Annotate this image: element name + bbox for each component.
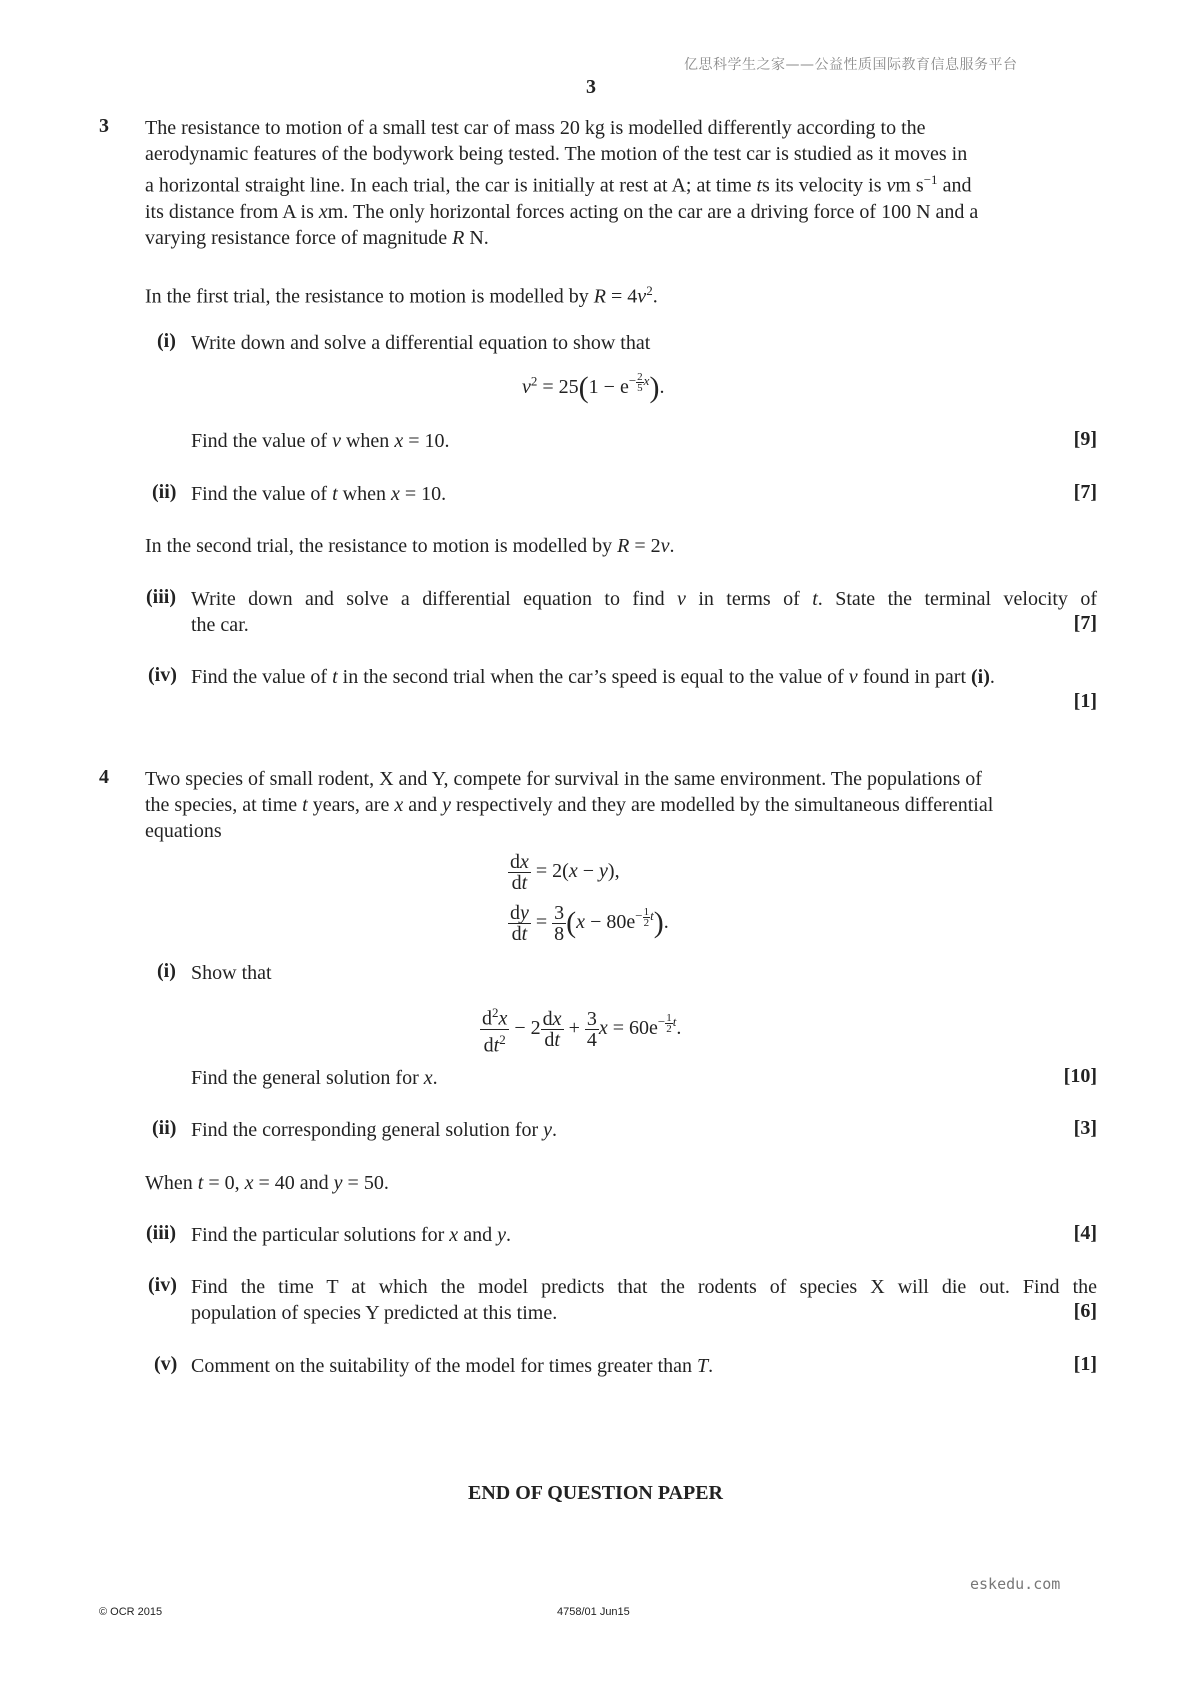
q4-part-iv-text	[191, 1274, 1097, 1326]
q4-equation-dxdt: $\frac{dx}{dt}$ = 2(x − y),	[510, 851, 620, 894]
question-3-intro	[145, 115, 1097, 251]
q3-part-iii-line-2: the car.	[191, 614, 249, 636]
q4-part-ii-marks: [3]	[1073, 1117, 1097, 1139]
q4-part-v-marks: [1]	[1073, 1353, 1097, 1375]
q3-part-i-label: (i)	[157, 330, 176, 352]
q4-part-i-marks: [10]	[1063, 1065, 1097, 1087]
page-number: 3	[586, 76, 596, 98]
q3-second-trial: In the second trial, the resistance to motion is modelled by R = 2v.	[145, 535, 675, 557]
q3-first-trial: In the first trial, the resistance to motion is modelled by $R = 4v^2$.	[145, 283, 658, 308]
q4-part-iii-marks: [4]	[1073, 1222, 1097, 1244]
q4-equation-dydt: $\frac{dy}{dt}$ = $\frac{3}{8}$ $(x - 80e^{- \frac{1}{2} t})$.	[510, 902, 669, 945]
question-4-intro	[145, 766, 1097, 844]
q4-intro-line-2: the species, at time t years, are x and y respectively and they are modelled by the simultaneous differential	[145, 794, 994, 816]
q3-part-ii-marks: [7]	[1073, 481, 1097, 503]
q4-part-iii-find-text: Find the particular solutions for	[191, 1224, 445, 1246]
q3-part-i-text: Write down and solve a differential equation to show that	[191, 332, 651, 354]
q4-intro-line-1: Two species of small rodent, X and Y, compete for survival in the same environment. The populations of	[145, 768, 982, 790]
q3-first-trial-text: In the first trial, the resistance to motion is modelled by	[145, 285, 589, 308]
q3-equation-v-squared: $v^2 = 25(1 - e^{- \frac{2}{5} x})$.	[522, 371, 665, 405]
q4-part-ii-find-text: Find the corresponding general solution for	[191, 1119, 539, 1141]
q3-part-iii-line-1: Write down and solve a differential equation to find v in terms of t. State the terminal velocity of	[191, 588, 1098, 610]
q3-part-iii-marks: [7]	[1073, 612, 1097, 634]
q4-part-iii-text: Find the particular solutions for x and y.	[191, 1224, 511, 1246]
q3-part-iii-text	[191, 586, 1097, 638]
q4-part-iv-label: (iv)	[148, 1274, 177, 1296]
q4-part-ii-text: Find the corresponding general solution for y.	[191, 1119, 558, 1141]
q3-intro-line-3: a horizontal straight line. In each trial, the car is initially at rest at A; at time ts its velocity is vm $s^{-1}$ and	[145, 172, 972, 197]
q4-part-iv-line-2: population of species Y predicted at this time.	[191, 1302, 558, 1324]
q3-part-iv-b: in the second trial when the car’s speed is equal to the value of	[342, 666, 844, 688]
q4-part-v-find-text: Comment on the suitability of the model for times greater than	[191, 1355, 692, 1377]
footer-copyright: © OCR 2015	[99, 1606, 163, 1618]
q3-part-iv-c: found in part	[862, 666, 966, 688]
q4-part-i-text: Show that	[191, 962, 272, 984]
q4-part-v-text: Comment on the suitability of the model for times greater than T.	[191, 1355, 714, 1377]
q3-part-iii-b: in terms of	[698, 588, 800, 610]
q3-part-iii-c: . State the terminal velocity of	[817, 588, 1098, 610]
q3-intro-line-2: aerodynamic features of the bodywork being tested. The motion of the test car is studied as it moves in	[145, 143, 968, 165]
watermark-header: 亿思科学生之家——公益性质国际教育信息服务平台	[684, 57, 1018, 73]
q3-part-iv-label: (iv)	[148, 664, 177, 686]
q4-part-i-find-text: Find the general solution for	[191, 1067, 419, 1089]
q3-part-iii-label: (iii)	[146, 586, 176, 608]
q4-part-iv-line-1: Find the time T at which the model predicts that the rodents of species X will die out. Find the	[191, 1276, 1097, 1298]
q3-part-iv-ref: (i)	[971, 666, 990, 688]
q4-part-ii-label: (ii)	[152, 1117, 177, 1139]
q3-part-i-marks: [9]	[1073, 428, 1097, 450]
q3-part-i-find: Find the value of v when x = 10.	[191, 430, 450, 452]
q3-second-trial-text: In the second trial, the resistance to motion is modelled by	[145, 535, 613, 557]
q3-part-ii-label: (ii)	[152, 481, 177, 503]
q4-initial-text: When	[145, 1172, 193, 1194]
q3-intro-line-4: its distance from A is xm. The only horizontal forces acting on the car are a driving force of 100 N and a	[145, 200, 979, 223]
q4-intro-line-3: equations	[145, 820, 222, 842]
q3-part-ii-find-text: Find the value of	[191, 483, 328, 505]
q3-part-i-find-text: Find the value of	[191, 430, 328, 452]
question-3-number: 3	[99, 115, 109, 137]
q3-part-iv-text: Find the value of t in the second trial when the car’s speed is equal to the value of v found in part (i).	[191, 666, 995, 688]
q3-part-iii-a: Write down and solve a differential equation to find	[191, 588, 665, 610]
q3-part-ii-text: Find the value of t when x = 10.	[191, 483, 447, 505]
end-of-paper: END OF QUESTION PAPER	[467, 1482, 724, 1504]
q4-equation-second-order: $\frac{d^2x}{dt^2}$ − 2 $\frac{dx}{dt}$ + $\frac{3}{4}$ $x = 60e^{- \frac{1}{2} t}$.	[482, 1005, 682, 1057]
q4-part-i-find: Find the general solution for x.	[191, 1067, 438, 1089]
q3-intro-line-5: varying resistance force of magnitude R N.	[145, 226, 489, 249]
footer-paper-code: 4758/01 Jun15	[557, 1606, 630, 1618]
q4-part-iv-marks: [6]	[1073, 1300, 1097, 1322]
q4-initial-conditions: When t = 0, x = 40 and y = 50.	[145, 1172, 389, 1194]
q3-part-iv-a: Find the value of	[191, 666, 328, 688]
q4-part-iii-label: (iii)	[146, 1222, 176, 1244]
q4-part-i-label: (i)	[157, 960, 176, 982]
q4-part-v-label: (v)	[154, 1353, 178, 1375]
q3-intro-line-1: The resistance to motion of a small test car of mass 20 kg is modelled differently according to the	[145, 117, 926, 139]
question-4-number: 4	[99, 766, 109, 788]
q3-part-iv-marks: [1]	[1073, 690, 1097, 712]
footer-site-watermark: eskedu.com	[970, 1575, 1061, 1593]
